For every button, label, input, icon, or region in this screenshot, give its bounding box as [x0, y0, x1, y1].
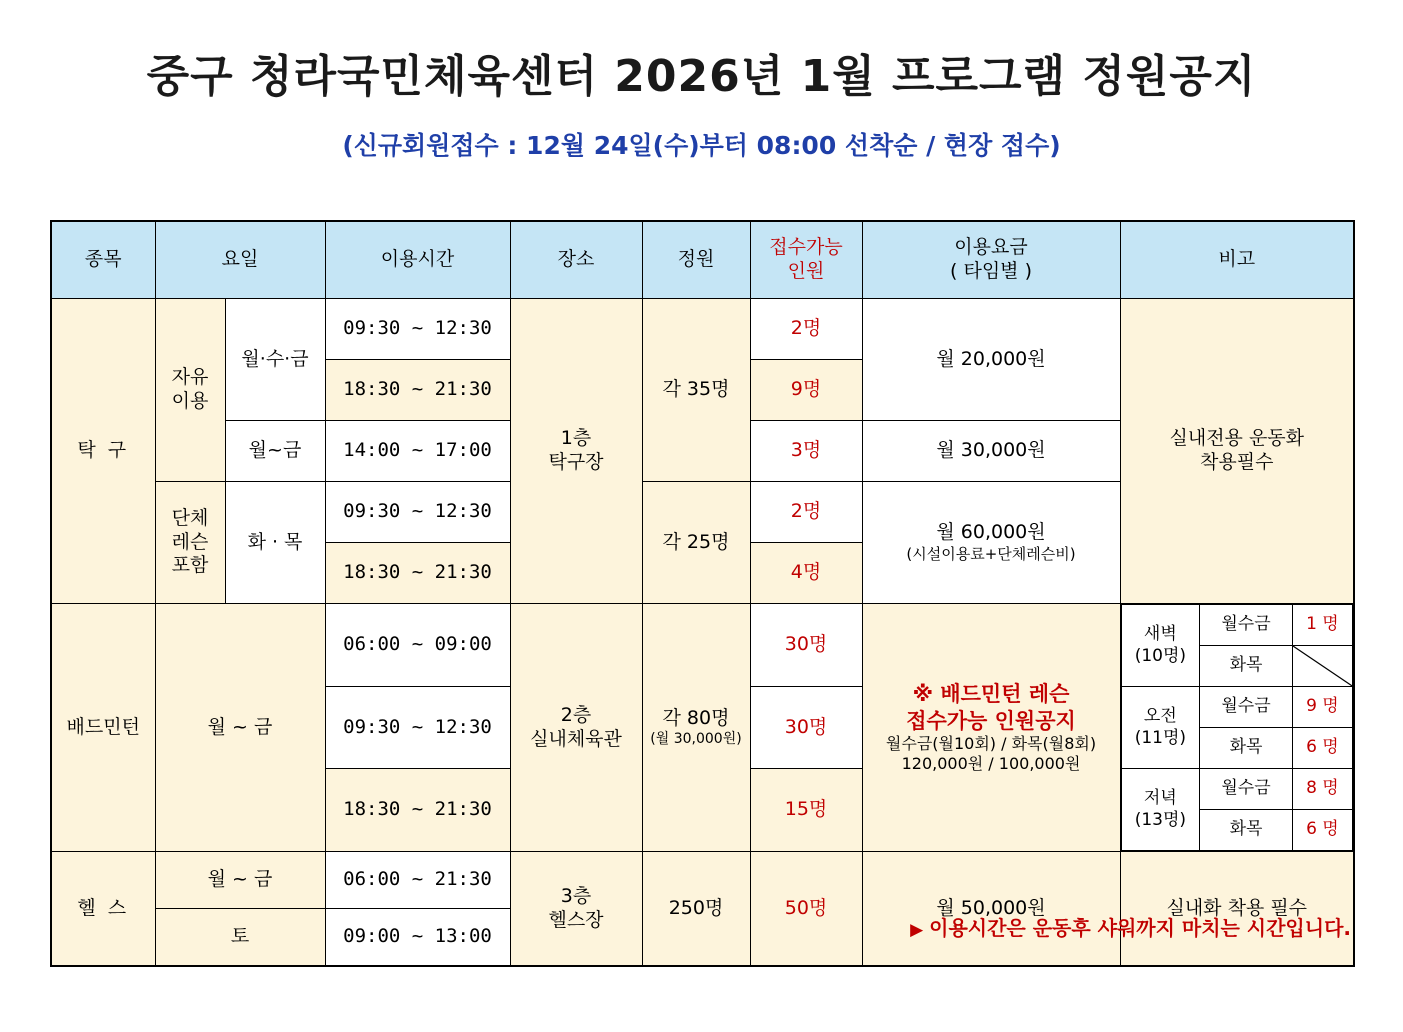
cell-bd-time-3: 18:30 ~ 21:30: [325, 769, 510, 852]
cell-hl-time-2: 09:00 ~ 13:00: [325, 909, 510, 967]
cell-hl-fee: 월 50,000원: [862, 852, 1120, 967]
cell-tt-note: [1120, 299, 1354, 604]
lesson-value-dawn-mwf: 1 명: [1292, 605, 1352, 646]
lesson-value-morning-tt: 6 명: [1292, 728, 1352, 769]
cell-tt-free-use-line1: 자유: [171, 366, 209, 389]
lesson-row-morning-a: [1121, 687, 1353, 728]
table-header-row: [51, 221, 1354, 299]
page-subtitle: (신규회원접수 : 12월 24일(수)부터 08:00 선착순 / 현장 접수): [342, 131, 1061, 160]
cell-bd-day: 월 ~ 금: [155, 604, 325, 852]
header-fee-line1: 이용요금: [954, 236, 1028, 259]
cell-tt-fee-60000-line2: (시설이용료+단체레슨비): [906, 545, 1076, 563]
lesson-period-dawn-count: (10명): [1134, 645, 1187, 666]
cell-tt-avail-4: 2명: [750, 482, 862, 543]
cell-bd-lesson-table-container: [1120, 604, 1354, 852]
lesson-row-dawn-a: [1121, 605, 1353, 646]
lesson-days-morning-tt: 화목: [1200, 728, 1293, 769]
cell-tt-fee-60000-line1: 월 60,000원: [936, 521, 1046, 544]
cell-tt-place-line1: 1층: [560, 427, 592, 450]
cell-tt-free-use: [155, 299, 225, 482]
cell-sport-health: 헬 스: [51, 852, 155, 967]
header-fee: [862, 221, 1120, 299]
cell-tt-note-line2: 착용필수: [1200, 451, 1274, 473]
lesson-notice-title-line1: ※ 배드민턴 레슨: [912, 682, 1070, 707]
cell-tt-avail-3: 3명: [750, 421, 862, 482]
cell-tt-fee-60000: [862, 482, 1120, 604]
cell-bd-capacity-line2: (월 30,000원): [650, 730, 742, 747]
lesson-period-evening: [1121, 769, 1200, 851]
lesson-notice-title-line2: 접수가능 인원공지: [906, 708, 1076, 733]
cell-hl-day-2: 토: [155, 909, 325, 967]
lesson-value-morning-mwf: 9 명: [1292, 687, 1352, 728]
lesson-period-morning-label: 오전: [1143, 706, 1177, 727]
cell-hl-time-1: 06:00 ~ 21:30: [325, 852, 510, 909]
lesson-period-evening-label: 저녁: [1143, 788, 1177, 809]
cell-tt-avail-2: 9명: [750, 360, 862, 421]
lesson-value-evening-mwf: 8 명: [1292, 769, 1352, 810]
footnote-text: 이용시간은 운동후 샤워까지 마치는 시간입니다.: [929, 916, 1351, 940]
cell-hl-note: 실내화 착용 필수: [1120, 852, 1354, 967]
lesson-days-dawn-tt: 화목: [1200, 646, 1293, 687]
diagonal-strike-icon: [1293, 646, 1352, 686]
cell-hl-place-line1: 3층: [560, 884, 592, 907]
lesson-days-morning-mwf: 월수금: [1200, 687, 1293, 728]
header-day: 요일: [155, 221, 325, 299]
cell-bd-avail-2: 30명: [750, 686, 862, 769]
cell-hl-avail: 50명: [750, 852, 862, 967]
table-row: [51, 299, 1354, 360]
lesson-value-dawn-tt-empty: [1292, 646, 1352, 687]
cell-bd-place-line2: 실내체육관: [530, 727, 622, 750]
lesson-period-morning-count: (11명): [1134, 727, 1187, 748]
page-title: 중구 청라국민체육센터 2026년 1월 프로그램 정원공지: [146, 51, 1257, 102]
cell-tt-place: [510, 299, 642, 604]
lesson-period-dawn-label: 새벽: [1143, 624, 1177, 645]
cell-bd-time-2: 09:30 ~ 12:30: [325, 686, 510, 769]
badminton-lesson-table: [1121, 604, 1354, 851]
lesson-notice-line2: 120,000원 / 100,000원: [901, 753, 1081, 773]
cell-tt-time-3: 14:00 ~ 17:00: [325, 421, 510, 482]
header-capacity: 정원: [642, 221, 750, 299]
lesson-notice-line1: 월수금(월10회) / 화목(월8회): [885, 733, 1097, 753]
cell-bd-lesson-notice: [862, 604, 1120, 852]
table-row: [51, 604, 1354, 687]
header-sport: 종목: [51, 221, 155, 299]
cell-tt-time-4: 09:30 ~ 12:30: [325, 482, 510, 543]
cell-hl-place-line2: 헬스장: [548, 908, 604, 931]
cell-tt-fee-30000: 월 30,000원: [862, 421, 1120, 482]
cell-bd-capacity-line1: 각 80명: [662, 706, 730, 729]
lesson-days-evening-mwf: 월수금: [1200, 769, 1293, 810]
cell-tt-time-5: 18:30 ~ 21:30: [325, 543, 510, 604]
cell-tt-avail-1: 2명: [750, 299, 862, 360]
cell-bd-capacity: [642, 604, 750, 852]
cell-tt-time-1: 09:30 ~ 12:30: [325, 299, 510, 360]
cell-tt-group-line1: 단체: [171, 506, 209, 529]
lesson-period-dawn: [1121, 605, 1200, 687]
cell-tt-day-monfri: 월~금: [225, 421, 325, 482]
cell-tt-capacity-25: 각 25명: [642, 482, 750, 604]
lesson-value-evening-tt: 6 명: [1292, 810, 1352, 851]
cell-hl-place: [510, 852, 642, 967]
cell-tt-time-2: 18:30 ~ 21:30: [325, 360, 510, 421]
lesson-days-dawn-mwf: 월수금: [1200, 605, 1293, 646]
schedule-table-wrapper: [50, 220, 1353, 967]
cell-sport-tabletennis: 탁 구: [51, 299, 155, 604]
cell-tt-free-use-line2: 이용: [171, 390, 209, 412]
lesson-period-evening-count: (13명): [1134, 809, 1187, 830]
table-row: [51, 852, 1354, 909]
cell-tt-group: [155, 482, 225, 604]
cell-hl-capacity: 250명: [642, 852, 750, 967]
header-available: [750, 221, 862, 299]
lesson-row-evening-a: [1121, 769, 1353, 810]
header-available-line2: 인원: [787, 260, 825, 282]
cell-bd-place: [510, 604, 642, 852]
header-place: 장소: [510, 221, 642, 299]
schedule-table: [50, 220, 1355, 967]
footnote: [910, 912, 1351, 941]
cell-bd-time-1: 06:00 ~ 09:00: [325, 604, 510, 687]
cell-tt-note-line1: 실내전용 운동화: [1169, 427, 1305, 450]
cell-tt-place-line2: 탁구장: [548, 451, 604, 473]
cell-tt-group-line3: 포함: [171, 554, 209, 577]
header-fee-line2: ( 타임별 ): [950, 260, 1032, 282]
cell-bd-avail-1: 30명: [750, 604, 862, 687]
cell-bd-avail-3: 15명: [750, 769, 862, 852]
cell-hl-day-1: 월 ~ 금: [155, 852, 325, 909]
cell-tt-capacity-35: 각 35명: [642, 299, 750, 482]
cell-tt-avail-5: 4명: [750, 543, 862, 604]
cell-tt-day-wwf: 월·수·금: [225, 299, 325, 421]
cell-sport-badminton: 배드민턴: [51, 604, 155, 852]
cell-tt-day-tuethu: 화 · 목: [225, 482, 325, 604]
lesson-days-evening-tt: 화목: [1200, 810, 1293, 851]
header-note: 비고: [1120, 221, 1354, 299]
cell-bd-place-line1: 2층: [560, 703, 592, 726]
cell-tt-group-line2: 레슨: [171, 530, 209, 553]
cell-tt-fee-20000: 월 20,000원: [862, 299, 1120, 421]
header-time: 이용시간: [325, 221, 510, 299]
triangle-marker-icon: ▶: [910, 920, 924, 940]
program-capacity-notice-page: [0, 40, 1403, 1032]
lesson-period-morning: [1121, 687, 1200, 769]
header-available-line1: 접수가능: [769, 236, 843, 259]
